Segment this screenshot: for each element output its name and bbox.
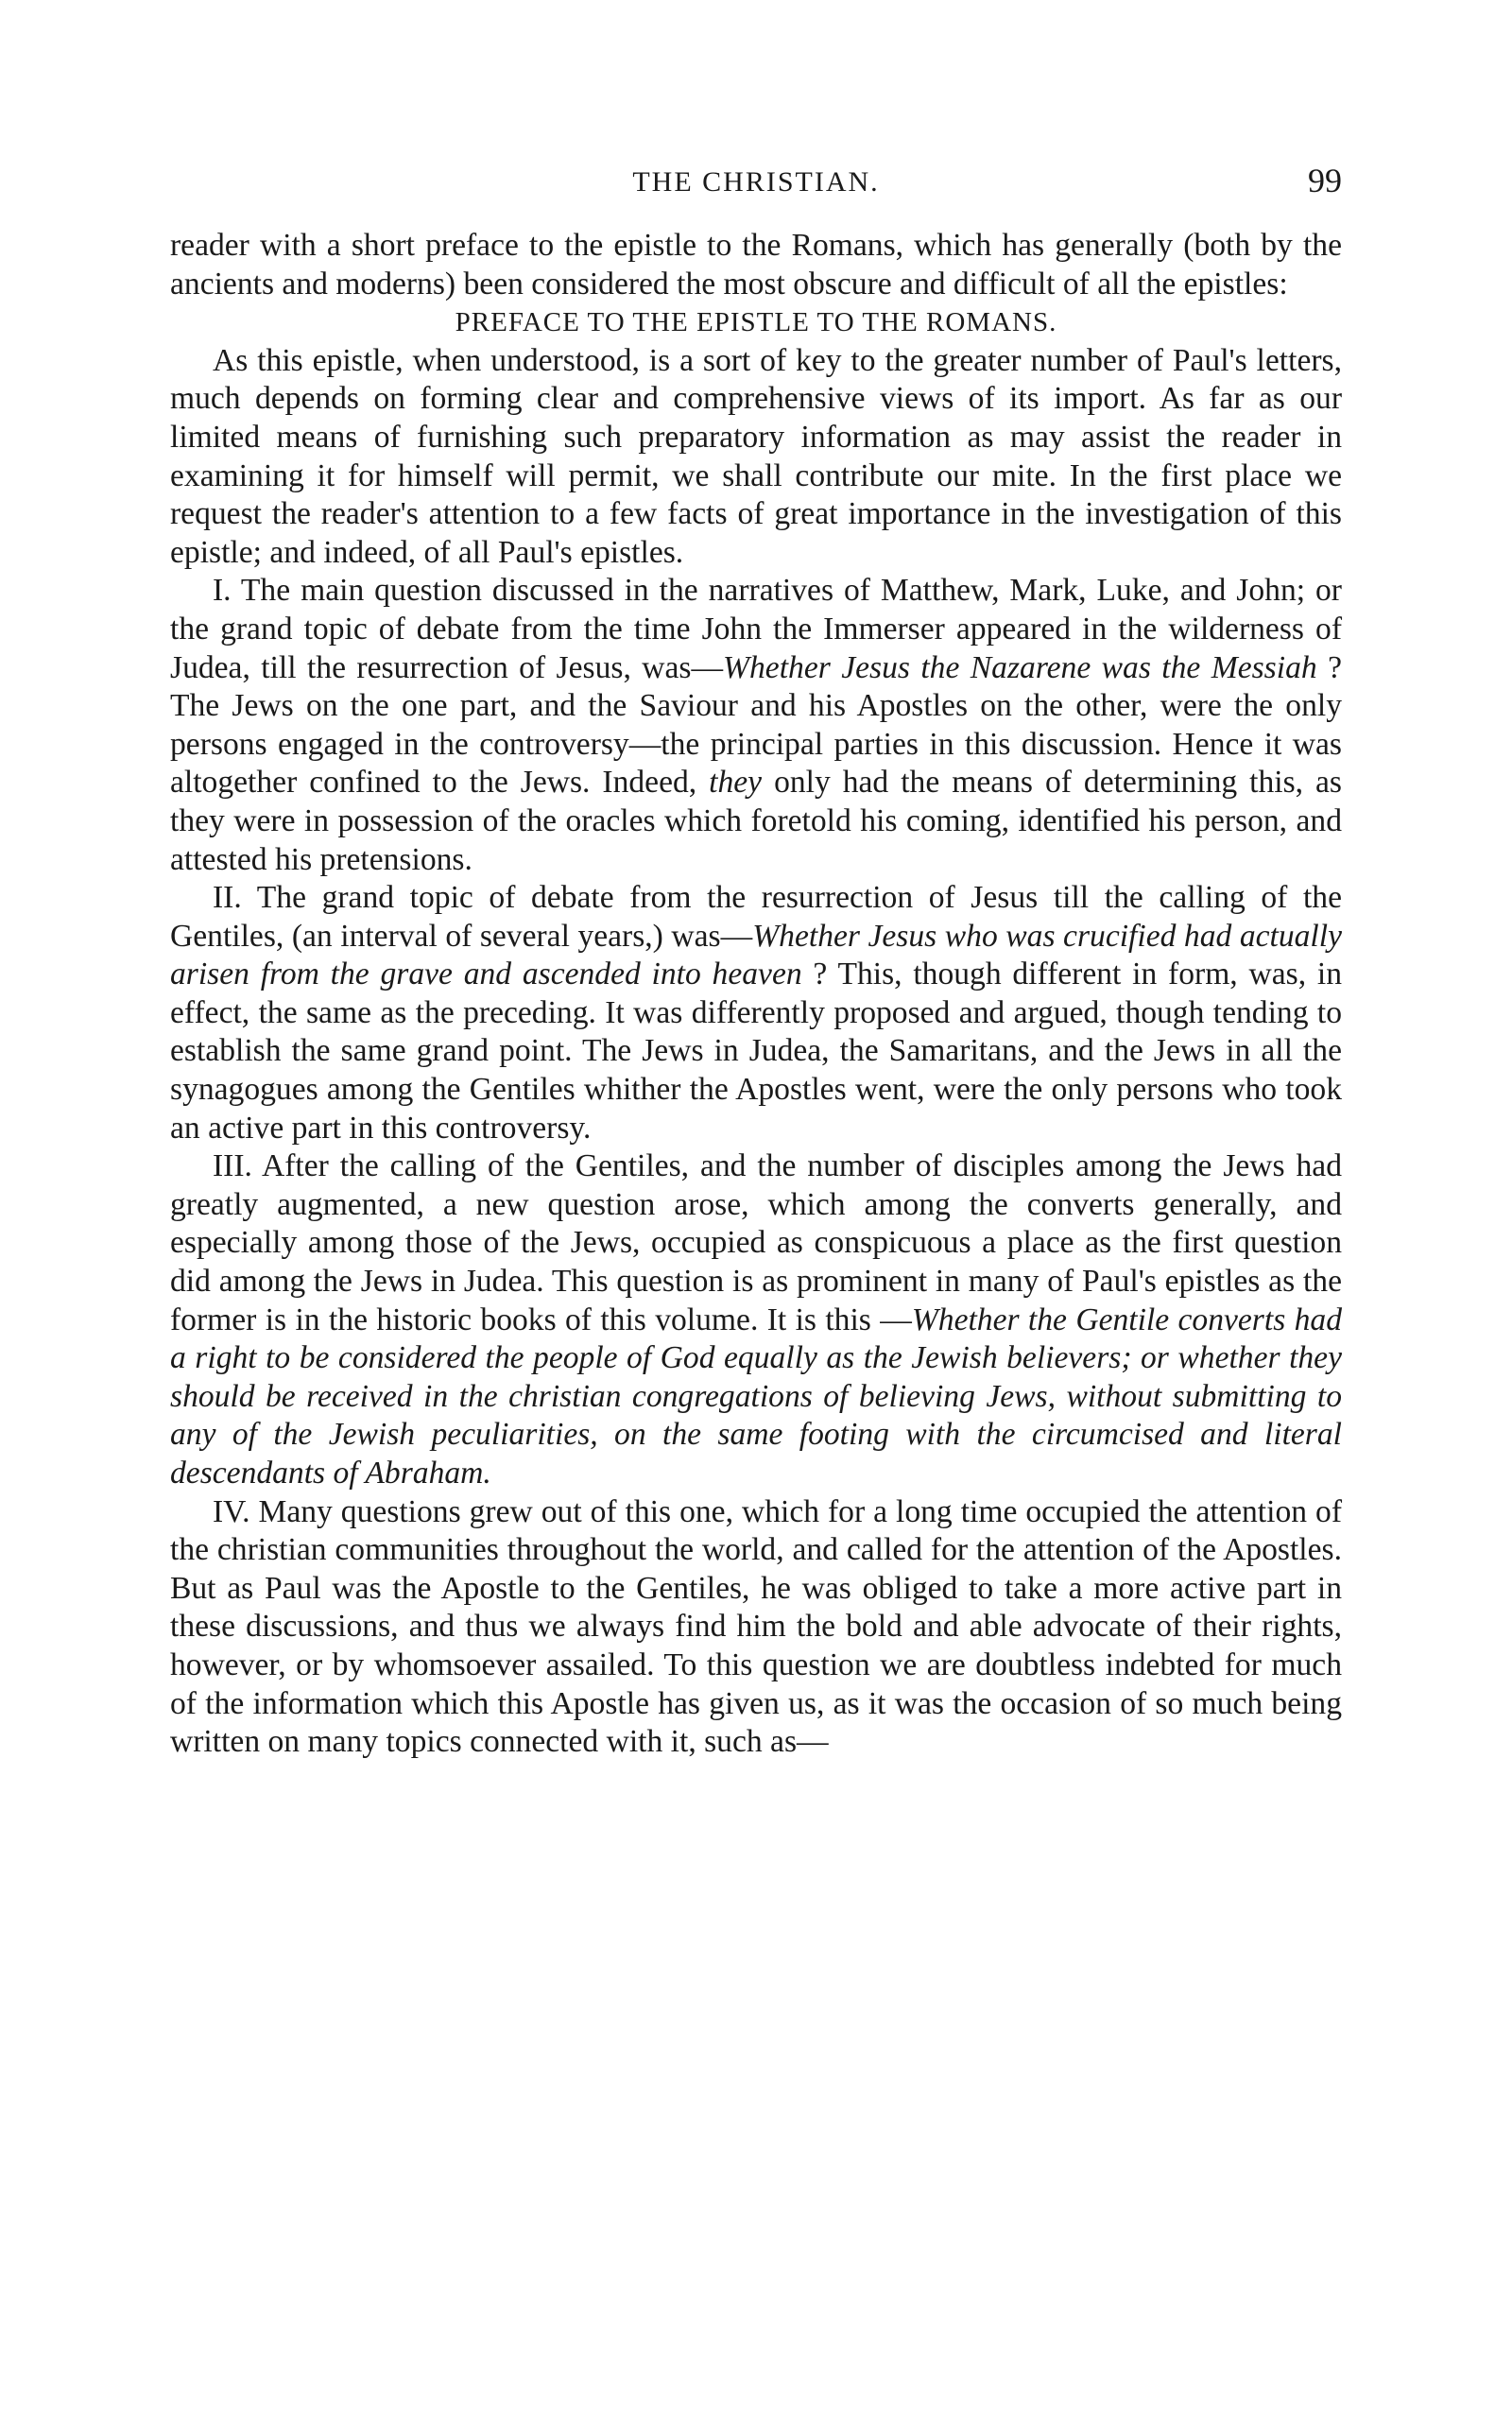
italic-question: Whether Jesus who was crucified had actually arisen from the grave and ascended into heaven xyxy=(170,918,1342,992)
section-heading: PREFACE TO THE EPISTLE TO THE ROMANS. xyxy=(455,307,1057,338)
italic-question: Whether Jesus the Nazarene was the Messiah xyxy=(723,649,1317,685)
paragraph-text: III. After the calling of the Gentiles, and the number of disciples among the Jews had greatly augmented, a new question arose, which among the converts generally, and especially among those of the Jews, occupied as conspicuous a place as the first question did among the Jews in Judea. This question is as prominent in many of Paul's epistles as the former is in the historic books of this volume. It is this — xyxy=(170,1148,1342,1337)
paragraph-point-4 xyxy=(170,1493,1342,1762)
running-head xyxy=(170,161,1342,217)
paragraph-text: IV. Many questions grew out of this one, which for a long time occupied the attention of the christian communities throughout the world, and called for the attention of the Apostles. But as Paul was the Apostle to the Gentiles, he was obliged to take a more active part in these discussions, and thus we always find him the bold and able advocate of their rights, however, or by whomsoever assailed. To this question we are doubtless indebted for much of the information which this Apostle has given us, as it was the occasion of so much being written on many topics connected with it, such as— xyxy=(170,1493,1342,1760)
italic-emphasis: they xyxy=(709,765,763,801)
paragraph-text: ? The Jews on the one part, and the Saviour and his Apostles on the other, were the only persons engaged in the controversy—the principal parties in this discussion. Hence it was altogether confined to the Jews. Indeed, xyxy=(170,649,1342,801)
paragraph-text: only had the means of determining this, as they were in possession of the oracles which foretold his coming, identified his person, and attested his pretensions. xyxy=(170,765,1342,877)
body-text xyxy=(170,227,1342,1762)
page-number: 99 xyxy=(1308,162,1342,199)
paragraph-point-1 xyxy=(170,572,1342,879)
intro-paragraph xyxy=(170,227,1342,303)
paragraph-point-3 xyxy=(170,1147,1342,1492)
paragraph-point-2 xyxy=(170,879,1342,1147)
paragraph-text: ? This, though different in form, was, in effect, the same as the preceding. It was differently proposed and argued, though tending to establish the same grand point. The Jews in Judea, the Samaritans, and the Jews in all the synagogues among the Gentiles whither the Apostles went, were the only persons who took an active part in this controversy. xyxy=(170,957,1342,1146)
paragraph-text: II. The grand topic of debate from the resurrection of Jesus till the calling of the Gentiles, (an interval of several years,) was— xyxy=(170,880,1342,954)
paragraph-text: I. The main question discussed in the narratives of Matthew, Mark, Luke, and John; or the grand topic of debate from the time John the Immerser appeared in the wilderness of Judea, till the resurrection of Jesus, was— xyxy=(170,573,1342,685)
paragraph-preface xyxy=(170,342,1342,573)
intro-text: reader with a short preface to the epistle to the Romans, which has generally (both by the ancients and moderns) been considered the most obscure and difficult of all the epistles: xyxy=(170,228,1342,302)
italic-question: Whether the Gentile converts had a right to be considered the people of God equally as the Jewish believers; or whether they should be received in the christian congregations of believing Jews, without submitting to any of the Jewish peculiarities, on the same footing with the circumcised and literal descendants of Abraham. xyxy=(170,1302,1342,1491)
book-page xyxy=(170,161,1342,1762)
running-title: THE CHRISTIAN. xyxy=(632,166,880,198)
paragraph-text: As this epistle, when understood, is a sort of key to the greater number of Paul's letters, much depends on forming clear and comprehensive views of its import. As far as our limited means of furnishing such preparatory information as may assist the reader in examining it for himself will permit, we shall contribute our mite. In the first place we request the reader's attention to a few facts of great importance in the investigation of this epistle; and indeed, of all Paul's epistles. xyxy=(170,342,1342,570)
